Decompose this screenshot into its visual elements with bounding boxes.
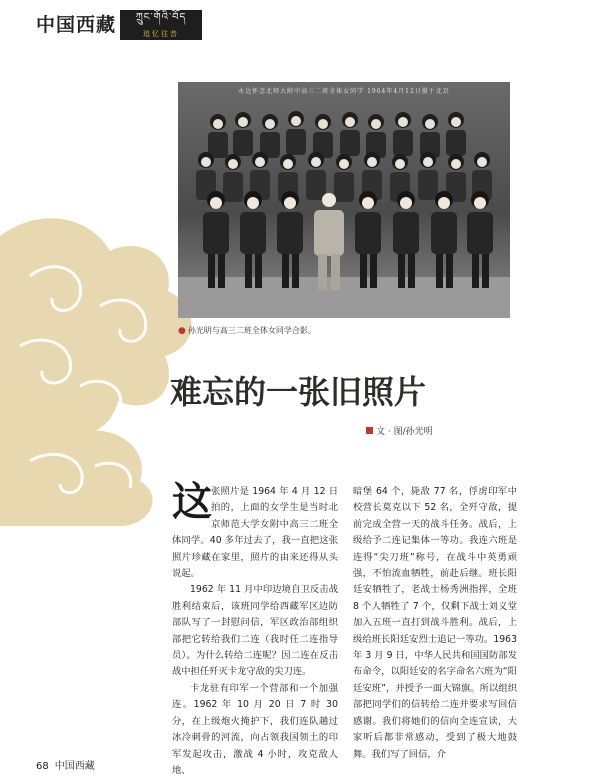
magazine-title: 中国西藏 <box>36 14 117 36</box>
masthead-emblem <box>120 10 202 40</box>
paragraph: 卡龙驻有印军一个营部和一个加强连。1962 年 10 月 20 日 7 时 30 分，在上级炮火掩护下，我们连队趟过冰冷刺骨的河流，向占领我国领土的印军发起攻击，激战 4 小时，攻克敌人地、 <box>172 682 338 776</box>
masthead <box>36 10 202 48</box>
paragraph: 1962 年 11 月中印边境自卫反击战胜利结束后，该班同学给西藏军区边防部队写了一封慰问信，军区政治部组织部把它转给我们二连（我时任二连指导员）。为什么转给二连呢？因二连在反击战中担任歼灭卡龙守敌的尖刀连。 <box>172 584 338 678</box>
photo-caption <box>178 325 316 336</box>
article-column-1 <box>172 478 338 779</box>
dropcap: 这 <box>172 478 212 525</box>
byline-marker-icon <box>366 427 373 434</box>
paragraph-text: 张照片是 1964 年 4 月 12 日拍的，上面的女学生是当时北京师范大学女附中高三二班全体同学。40 多年过去了，我一直把这张照片珍藏在家里，照片的由来还得从头说起。 <box>172 486 338 580</box>
photo-caption-text: 孙光明与高三二班全体女同学合影。 <box>187 326 316 335</box>
page-footer <box>36 757 95 772</box>
byline-text: 文 · 图/孙光明 <box>376 427 433 437</box>
paragraph: 暗堡 64 个，毙敌 77 名，俘虏印军中校营长莫克以下 52 名，全歼守敌，提前完成全营一天的战斗任务。战后，上级给予二连记集体一等功。我连六班是连得“尖刀班”称号，在战斗中英勇顽强，不怕流血牺牲，前赴后继。班长阳廷安牺牲了，老战士杨秀洲指挥，全班 8 个人牺牲了 7 个，仅剩下战士刘义堂加入五班一直打到战斗胜利。战后，上级给班长阳廷安烈士追记一等功。1963 年 3 月 9 日，中华人民共和国国防部发布命令，以阳廷安的名字命名六班为“阳廷安班”，并授予一面大锦旗。所以组织部把同学们的信转给二连并要求写回信感谢。我们将她们的信向全连宣读，大家听后都非常感动，受到了极大地鼓舞。我们写了回信，介 <box>353 486 517 760</box>
group-photo-image <box>178 82 510 318</box>
article-column-2 <box>353 484 517 763</box>
photo-inscription: 永远怀念北师大附中高三二班全体女同学 1964年4月12日摄于北京 <box>238 88 450 95</box>
article-title: 难忘的一张旧照片 <box>170 373 427 411</box>
masthead-tibetan-text: ཀྲུང་གོའི་བོད <box>135 12 187 23</box>
byline <box>366 424 433 437</box>
group-photo <box>178 82 510 318</box>
paragraph <box>172 478 338 582</box>
caption-bullet-icon: ● <box>178 326 186 336</box>
page-number: 68 <box>36 761 49 772</box>
section-label: 追忆往昔 <box>143 30 180 38</box>
footer-magazine-name: 中国西藏 <box>54 761 95 772</box>
